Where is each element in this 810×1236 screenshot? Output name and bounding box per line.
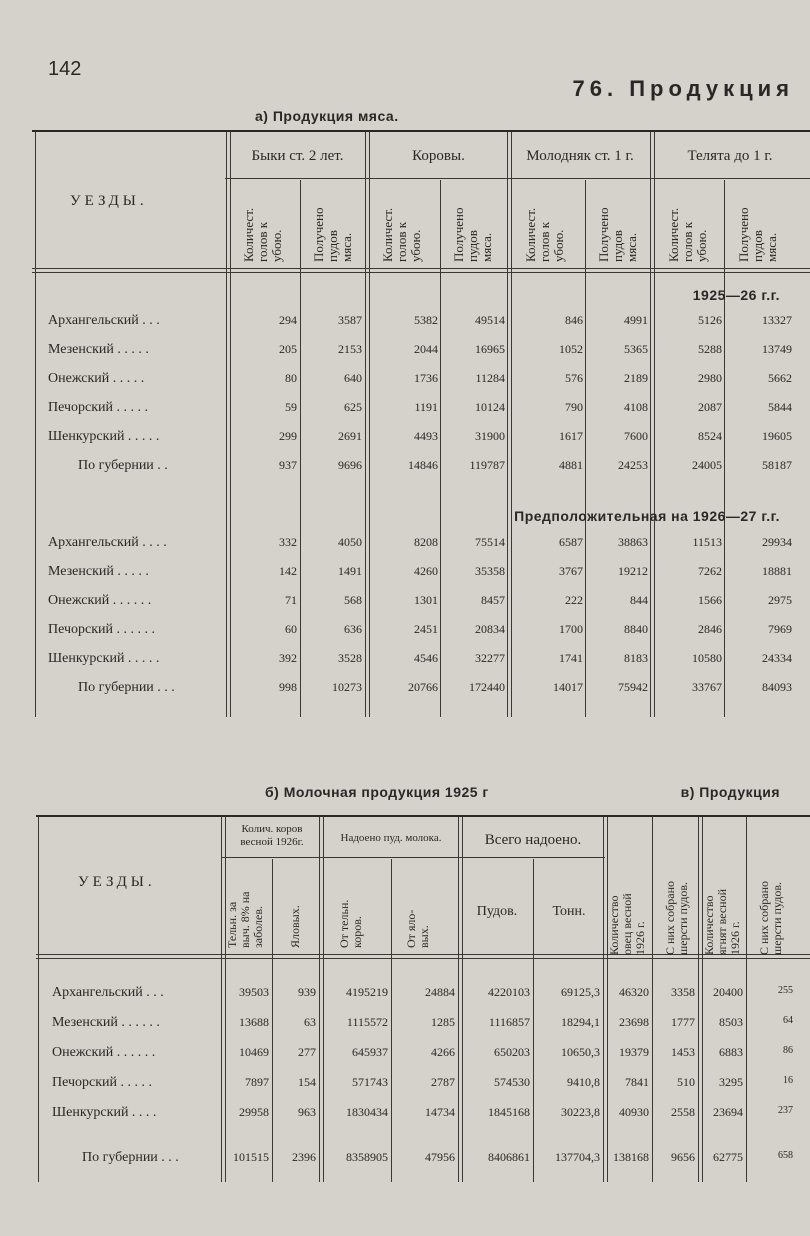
table-cell: 24005 bbox=[692, 458, 722, 472]
table-cell: 5126 bbox=[698, 313, 722, 327]
table-cell: 14017 bbox=[553, 680, 583, 694]
table-cell: 844 bbox=[630, 593, 648, 607]
page-number: 142 bbox=[48, 58, 82, 80]
table-cell: 8208 bbox=[414, 535, 438, 549]
meat-col-header-count: Количест. голов к убою. bbox=[523, 207, 566, 262]
table-cell: 64 bbox=[783, 1015, 793, 1026]
table-cell: 14734 bbox=[425, 1105, 455, 1119]
table-cell: 119787 bbox=[469, 458, 505, 472]
table-cell: 59 bbox=[285, 400, 297, 414]
table-cell: 5382 bbox=[414, 313, 438, 327]
table-cell: 38863 bbox=[618, 535, 648, 549]
table-cell: 10469 bbox=[239, 1045, 269, 1059]
table-cell: 32277 bbox=[475, 651, 505, 665]
table-cell: 16965 bbox=[475, 342, 505, 356]
meat-col-header-count: Количест. голов к убою. bbox=[241, 207, 284, 262]
table-cell: 2691 bbox=[338, 429, 362, 443]
table-cell: 640 bbox=[344, 371, 362, 385]
table-cell: 9696 bbox=[338, 458, 362, 472]
table-cell: 30223,8 bbox=[561, 1105, 600, 1119]
table-cell: 63 bbox=[304, 1015, 316, 1029]
table-cell: 14846 bbox=[408, 458, 438, 472]
table-row bbox=[0, 1105, 810, 1129]
table-cell: 71 bbox=[285, 593, 297, 607]
table-cell: 1116857 bbox=[488, 1015, 530, 1029]
table-cell: 138168 bbox=[613, 1150, 649, 1164]
table-cell: 7600 bbox=[624, 429, 648, 443]
table-cell: 4991 bbox=[624, 313, 648, 327]
table-cell: 3587 bbox=[338, 313, 362, 327]
table-cell: 23694 bbox=[713, 1105, 743, 1119]
table-cell: 277 bbox=[298, 1045, 316, 1059]
table-cell: 1301 bbox=[414, 593, 438, 607]
meat-top-rule bbox=[32, 130, 810, 132]
table-cell: 2558 bbox=[671, 1105, 695, 1119]
table-cell: 58187 bbox=[762, 458, 792, 472]
table-cell: 8457 bbox=[481, 593, 505, 607]
table-cell: 18881 bbox=[762, 564, 792, 578]
table-cell: 60 bbox=[285, 622, 297, 636]
table-row bbox=[0, 985, 810, 1009]
table-cell: 2087 bbox=[698, 400, 722, 414]
meat-col-header-count: Количест. голов к убою. bbox=[380, 207, 423, 262]
table-cell: 10580 bbox=[692, 651, 722, 665]
table-cell: 510 bbox=[677, 1075, 695, 1089]
table-cell: 5662 bbox=[768, 371, 792, 385]
row-district-name: Мезенский . . . . . . bbox=[52, 1015, 160, 1030]
table-title-text: Продукция bbox=[629, 76, 794, 101]
wool-subtitle: в) Продукция bbox=[680, 784, 780, 800]
meat-header-rule-2 bbox=[32, 272, 810, 273]
table-row bbox=[0, 1045, 810, 1069]
dairy-header-rule-2 bbox=[36, 958, 810, 959]
meat-group-header: Молодняк ст. 1 г. bbox=[526, 148, 634, 164]
table-cell: 1845168 bbox=[488, 1105, 530, 1119]
dairy-col-header: Количество ягнят весной 1926 г. bbox=[702, 888, 742, 955]
row-district-name: Шенкурский . . . . . bbox=[48, 651, 160, 666]
table-row bbox=[0, 564, 810, 588]
table-total-row bbox=[0, 680, 810, 704]
table-row bbox=[0, 1015, 810, 1039]
dairy-group-milk: Надоено пуд. молока. bbox=[340, 832, 442, 844]
table-cell: 846 bbox=[565, 313, 583, 327]
table-row bbox=[0, 593, 810, 617]
table-row bbox=[0, 342, 810, 366]
table-cell: 299 bbox=[279, 429, 297, 443]
table-cell: 1453 bbox=[671, 1045, 695, 1059]
table-cell: 35358 bbox=[475, 564, 505, 578]
table-cell: 998 bbox=[279, 680, 297, 694]
table-cell: 69125,3 bbox=[561, 985, 600, 999]
table-cell: 574530 bbox=[494, 1075, 530, 1089]
table-cell: 10650,3 bbox=[561, 1045, 600, 1059]
table-cell: 11513 bbox=[692, 535, 722, 549]
row-district-name: По губернии . . . bbox=[78, 680, 175, 695]
table-cell: 8840 bbox=[624, 622, 648, 636]
table-cell: 7897 bbox=[245, 1075, 269, 1089]
table-cell: 49514 bbox=[475, 313, 505, 327]
table-cell: 33767 bbox=[692, 680, 722, 694]
row-district-name: Архангельский . . . bbox=[48, 313, 160, 328]
table-cell: 7969 bbox=[768, 622, 792, 636]
table-title bbox=[573, 76, 794, 102]
table-cell: 8503 bbox=[719, 1015, 743, 1029]
table-cell: 24884 bbox=[425, 985, 455, 999]
row-district-name: Мезенский . . . . . bbox=[48, 342, 149, 357]
meat-group-rule bbox=[225, 178, 810, 179]
dairy-group-rule bbox=[222, 857, 605, 858]
row-district-name: Архангельский . . . bbox=[52, 985, 164, 1000]
table-cell: 154 bbox=[298, 1075, 316, 1089]
dairy-col-header: Тонн. bbox=[552, 904, 586, 919]
table-cell: 1566 bbox=[698, 593, 722, 607]
table-row bbox=[0, 651, 810, 675]
table-cell: 3295 bbox=[719, 1075, 743, 1089]
table-cell: 18294,1 bbox=[561, 1015, 600, 1029]
meat-group-header: Телята до 1 г. bbox=[687, 148, 773, 164]
table-cell: 6883 bbox=[719, 1045, 743, 1059]
table-cell: 10273 bbox=[332, 680, 362, 694]
table-number: 76. bbox=[572, 76, 619, 101]
table-cell: 2153 bbox=[338, 342, 362, 356]
table-cell: 13688 bbox=[239, 1015, 269, 1029]
table-row bbox=[0, 1075, 810, 1099]
table-cell: 3528 bbox=[338, 651, 362, 665]
meat-group-header: Быки ст. 2 лет. bbox=[251, 148, 344, 164]
row-district-name: По губернии . . . bbox=[82, 1150, 179, 1165]
table-row bbox=[0, 400, 810, 424]
table-cell: 2396 bbox=[292, 1150, 316, 1164]
table-cell: 20400 bbox=[713, 985, 743, 999]
dairy-header-rule bbox=[36, 954, 810, 955]
table-cell: 24253 bbox=[618, 458, 648, 472]
table-row bbox=[0, 371, 810, 395]
table-cell: 568 bbox=[344, 593, 362, 607]
table-cell: 4108 bbox=[624, 400, 648, 414]
table-cell: 937 bbox=[279, 458, 297, 472]
section-label-1925: 1925—26 г.г. bbox=[692, 287, 780, 303]
row-district-name: Мезенский . . . . . bbox=[48, 564, 149, 579]
table-cell: 3767 bbox=[559, 564, 583, 578]
dairy-stub-header: УЕЗДЫ. bbox=[78, 874, 156, 890]
table-cell: 172440 bbox=[469, 680, 505, 694]
table-cell: 2787 bbox=[431, 1075, 455, 1089]
table-cell: 790 bbox=[565, 400, 583, 414]
table-cell: 2189 bbox=[624, 371, 648, 385]
table-cell: 4266 bbox=[431, 1045, 455, 1059]
table-cell: 1736 bbox=[414, 371, 438, 385]
dairy-col-header: Тельн. за выч. 8% на заболев. bbox=[225, 891, 265, 948]
table-cell: 31900 bbox=[475, 429, 505, 443]
table-cell: 332 bbox=[279, 535, 297, 549]
row-district-name: По губернии . . bbox=[78, 458, 168, 473]
table-cell: 9656 bbox=[671, 1150, 695, 1164]
table-cell: 237 bbox=[778, 1105, 793, 1116]
table-cell: 142 bbox=[279, 564, 297, 578]
row-district-name: Архангельский . . . . bbox=[48, 535, 167, 550]
table-cell: 6587 bbox=[559, 535, 583, 549]
table-cell: 29934 bbox=[762, 535, 792, 549]
dairy-top-rule bbox=[36, 815, 810, 817]
table-total-row bbox=[0, 1150, 810, 1174]
section-label-1926: Предположительная на 1926—27 г.г. bbox=[514, 508, 780, 524]
dairy-group-cows: Колич. коров весной 1926г. bbox=[240, 823, 304, 848]
table-cell: 1052 bbox=[559, 342, 583, 356]
table-cell: 8183 bbox=[624, 651, 648, 665]
table-cell: 86 bbox=[783, 1045, 793, 1056]
table-cell: 80 bbox=[285, 371, 297, 385]
table-cell: 1285 bbox=[431, 1015, 455, 1029]
table-cell: 636 bbox=[344, 622, 362, 636]
table-row bbox=[0, 429, 810, 453]
table-cell: 576 bbox=[565, 371, 583, 385]
row-district-name: Онежский . . . . . . bbox=[48, 593, 152, 608]
table-cell: 4220103 bbox=[488, 985, 530, 999]
dairy-subtitle: б) Молочная продукция 1925 г bbox=[265, 784, 489, 800]
dairy-col-header: С них собрано шерсти пудов. bbox=[757, 880, 784, 955]
table-cell: 5844 bbox=[768, 400, 792, 414]
table-cell: 10124 bbox=[475, 400, 505, 414]
table-cell: 39503 bbox=[239, 985, 269, 999]
row-district-name: Печорский . . . . . . bbox=[48, 622, 156, 637]
table-cell: 571743 bbox=[352, 1075, 388, 1089]
dairy-col-header: С них собрано шерсти пудов. bbox=[663, 880, 690, 955]
table-cell: 255 bbox=[778, 985, 793, 996]
table-cell: 8406861 bbox=[488, 1150, 530, 1164]
table-cell: 1741 bbox=[559, 651, 583, 665]
table-cell: 4050 bbox=[338, 535, 362, 549]
meat-col-header-meat: Получено пудов мяса. bbox=[736, 207, 779, 262]
table-cell: 137704,3 bbox=[555, 1150, 600, 1164]
table-cell: 7262 bbox=[698, 564, 722, 578]
table-row bbox=[0, 535, 810, 559]
table-cell: 1777 bbox=[671, 1015, 695, 1029]
meat-stub-header: УЕЗДЫ. bbox=[70, 193, 148, 209]
table-cell: 222 bbox=[565, 593, 583, 607]
table-cell: 392 bbox=[279, 651, 297, 665]
meat-header-rule bbox=[32, 268, 810, 269]
dairy-col-header: Количество овец весной 1926 г. bbox=[607, 893, 647, 955]
row-district-name: Шенкурский . . . . bbox=[52, 1105, 157, 1120]
meat-col-header-count: Количест. голов к убою. bbox=[666, 207, 709, 262]
table-cell: 5288 bbox=[698, 342, 722, 356]
dairy-col-header: От яло- вых. bbox=[404, 909, 431, 948]
table-cell: 625 bbox=[344, 400, 362, 414]
table-total-row bbox=[0, 458, 810, 482]
table-cell: 1617 bbox=[559, 429, 583, 443]
table-cell: 11284 bbox=[475, 371, 505, 385]
table-cell: 29958 bbox=[239, 1105, 269, 1119]
table-cell: 2451 bbox=[414, 622, 438, 636]
table-cell: 20766 bbox=[408, 680, 438, 694]
table-cell: 939 bbox=[298, 985, 316, 999]
table-row bbox=[0, 622, 810, 646]
table-cell: 75514 bbox=[475, 535, 505, 549]
table-cell: 645937 bbox=[352, 1045, 388, 1059]
table-cell: 19605 bbox=[762, 429, 792, 443]
table-cell: 16 bbox=[783, 1075, 793, 1086]
table-cell: 9410,8 bbox=[567, 1075, 600, 1089]
row-district-name: Печорский . . . . . bbox=[48, 400, 149, 415]
table-cell: 24334 bbox=[762, 651, 792, 665]
meat-subtitle: а) Продукция мяса. bbox=[255, 108, 399, 124]
meat-group-header: Коровы. bbox=[412, 148, 465, 164]
table-cell: 7841 bbox=[625, 1075, 649, 1089]
table-cell: 963 bbox=[298, 1105, 316, 1119]
table-cell: 650203 bbox=[494, 1045, 530, 1059]
table-cell: 1115572 bbox=[346, 1015, 388, 1029]
table-cell: 1700 bbox=[559, 622, 583, 636]
table-cell: 205 bbox=[279, 342, 297, 356]
row-district-name: Онежский . . . . . . bbox=[52, 1045, 156, 1060]
row-district-name: Шенкурский . . . . . bbox=[48, 429, 160, 444]
table-cell: 658 bbox=[778, 1150, 793, 1161]
table-cell: 19212 bbox=[618, 564, 648, 578]
dairy-col-header: Яловых. bbox=[288, 905, 302, 948]
table-cell: 23698 bbox=[619, 1015, 649, 1029]
table-cell: 2980 bbox=[698, 371, 722, 385]
table-cell: 75942 bbox=[618, 680, 648, 694]
table-cell: 40930 bbox=[619, 1105, 649, 1119]
table-cell: 1491 bbox=[338, 564, 362, 578]
table-cell: 294 bbox=[279, 313, 297, 327]
table-cell: 3358 bbox=[671, 985, 695, 999]
table-cell: 5365 bbox=[624, 342, 648, 356]
meat-col-header-meat: Получено пудов мяса. bbox=[451, 207, 494, 262]
table-cell: 2044 bbox=[414, 342, 438, 356]
table-cell: 1191 bbox=[414, 400, 438, 414]
table-cell: 2846 bbox=[698, 622, 722, 636]
dairy-col-header: От тельн. коров. bbox=[337, 899, 364, 948]
table-cell: 4260 bbox=[414, 564, 438, 578]
table-row bbox=[0, 313, 810, 337]
meat-col-header-meat: Получено пудов мяса. bbox=[311, 207, 354, 262]
table-cell: 4493 bbox=[414, 429, 438, 443]
table-cell: 8524 bbox=[698, 429, 722, 443]
meat-col-header-meat: Получено пудов мяса. bbox=[596, 207, 639, 262]
table-cell: 8358905 bbox=[346, 1150, 388, 1164]
table-cell: 13749 bbox=[762, 342, 792, 356]
table-cell: 47956 bbox=[425, 1150, 455, 1164]
table-cell: 46320 bbox=[619, 985, 649, 999]
table-cell: 13327 bbox=[762, 313, 792, 327]
dairy-group-total: Всего надоено. bbox=[484, 832, 582, 848]
table-cell: 101515 bbox=[233, 1150, 269, 1164]
table-cell: 4881 bbox=[559, 458, 583, 472]
table-cell: 20834 bbox=[475, 622, 505, 636]
table-cell: 19379 bbox=[619, 1045, 649, 1059]
table-cell: 1830434 bbox=[346, 1105, 388, 1119]
table-cell: 84093 bbox=[762, 680, 792, 694]
row-district-name: Онежский . . . . . bbox=[48, 371, 145, 386]
table-cell: 2975 bbox=[768, 593, 792, 607]
row-district-name: Печорский . . . . . bbox=[52, 1075, 153, 1090]
table-cell: 62775 bbox=[713, 1150, 743, 1164]
dairy-col-header: Пудов. bbox=[476, 904, 518, 919]
table-cell: 4195219 bbox=[346, 985, 388, 999]
table-cell: 4546 bbox=[414, 651, 438, 665]
